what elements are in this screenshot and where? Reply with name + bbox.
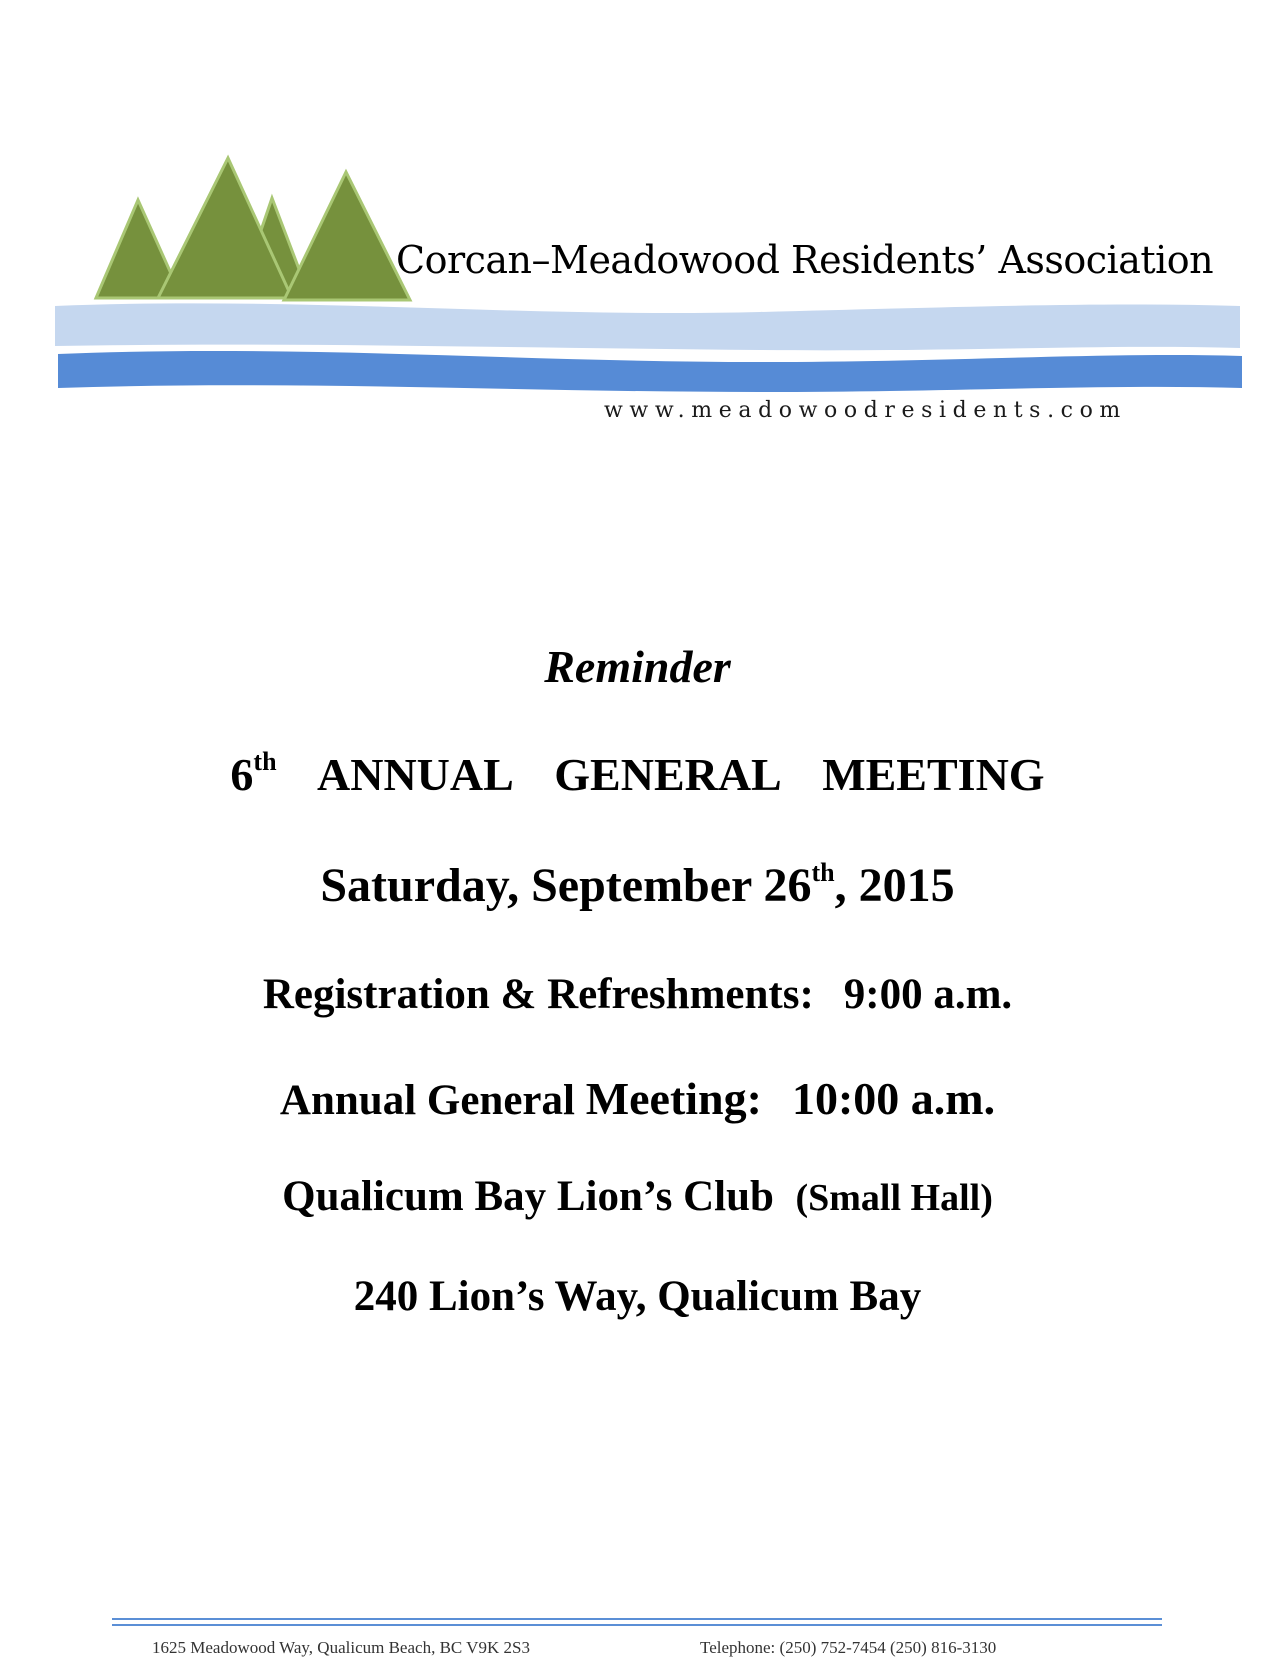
mountains-and-water-icon xyxy=(0,0,1275,440)
meeting-label-b: Meeting: xyxy=(585,1073,762,1124)
date-year: , 2015 xyxy=(834,859,955,912)
agm-title-text: ANNUAL GENERAL MEETING xyxy=(317,749,1045,800)
venue-room: (Small Hall) xyxy=(795,1177,993,1219)
footer-address: 1625 Meadowood Way, Qualicum Beach, BC V9K 2S3 xyxy=(152,1638,530,1657)
reminder-heading: Reminder xyxy=(544,641,731,692)
registration-time: 9:00 a.m. xyxy=(843,971,1013,1018)
meeting-label-a: Annual General xyxy=(279,1077,586,1124)
website-url[interactable]: www.meadowoodresidents.com xyxy=(604,398,1127,423)
registration-label: Registration & Refreshments: xyxy=(262,971,814,1018)
meeting-date xyxy=(0,858,1275,913)
agm-title xyxy=(0,748,1275,801)
mountain-4 xyxy=(284,172,410,300)
meeting-time: 10:00 a.m. xyxy=(791,1073,996,1124)
footer-rule-top xyxy=(112,1618,1162,1620)
date-suffix: th xyxy=(811,858,835,887)
agm-suffix: th xyxy=(253,747,277,776)
water-band-dark xyxy=(58,351,1242,392)
agm-number: 6 xyxy=(230,749,254,800)
venue-line xyxy=(0,1172,1275,1221)
footer-rule-bottom xyxy=(112,1624,1162,1626)
water-band-light xyxy=(55,303,1240,350)
footer-phone: Telephone: (250) 752-7454 (250) 816-3130 xyxy=(700,1638,997,1657)
letterhead xyxy=(0,0,1275,440)
date-prefix: Saturday, September 26 xyxy=(320,859,812,912)
meeting-time-line xyxy=(0,1072,1275,1125)
organization-name: Corcan–Meadowood Residents’ Association xyxy=(396,238,1214,282)
venue-address: 240 Lion’s Way, Qualicum Bay xyxy=(353,1273,922,1320)
venue-name: Qualicum Bay Lion’s Club xyxy=(282,1173,774,1220)
registration-time-line xyxy=(0,970,1275,1019)
